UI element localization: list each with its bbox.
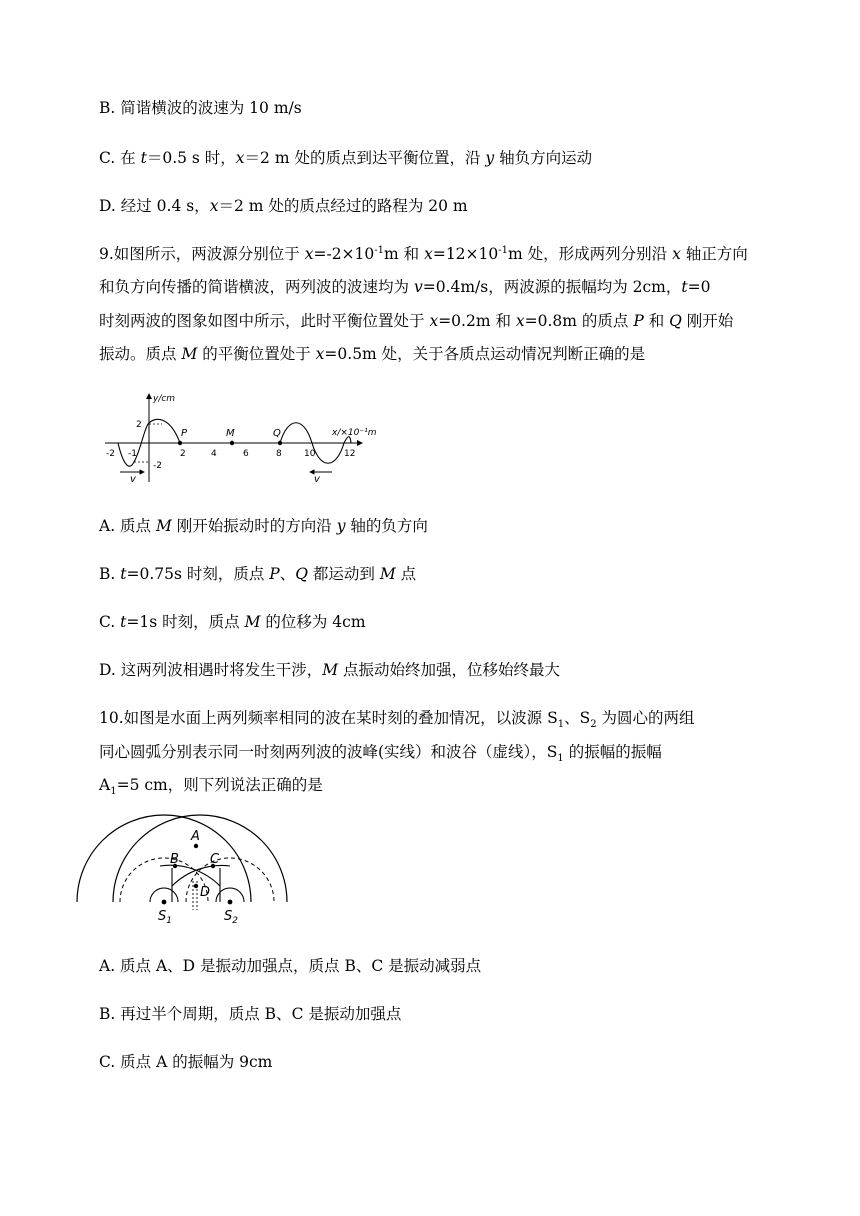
text: =0.75s 时刻，质点 <box>126 565 270 583</box>
text: 为圆心的两组 <box>596 709 695 727</box>
text: =-2×10 <box>313 245 375 263</box>
point-D <box>194 884 198 888</box>
x-tick: -1 <box>128 449 137 459</box>
q10-option-b: B. 再过半个周期，质点 B、C 是振动加强点 <box>99 1005 402 1023</box>
label-Q: Q <box>273 428 281 439</box>
x-tick: 8 <box>276 449 282 459</box>
q10-option-c: C. 质点 A 的振幅为 9cm <box>99 1053 273 1071</box>
label-C: C <box>210 852 220 867</box>
var: v <box>413 278 423 296</box>
point-M <box>230 441 234 445</box>
text: 刚开始振动时的方向沿 <box>171 517 337 535</box>
q9-stem-line-1 <box>99 244 748 264</box>
s1-letter: S <box>158 909 167 924</box>
sub: 1 <box>557 753 564 765</box>
text: 和 <box>643 312 670 330</box>
q10-stem-line-2 <box>99 742 662 765</box>
text: 都运动到 <box>307 565 380 583</box>
var: x <box>304 245 314 263</box>
text: 的振幅的振幅 <box>563 743 662 761</box>
text: =1s 时刻，质点 <box>126 613 245 631</box>
text: =12×10 <box>432 245 499 263</box>
text: 振动。质点 <box>99 345 182 363</box>
text: A <box>99 776 111 794</box>
x-axis-label: x/×10⁻¹m <box>332 428 377 438</box>
text: 9.如图所示，两波源分别位于 <box>99 245 305 263</box>
text: 和负方向传播的简谐横波，两列波的波速均为 <box>99 278 414 296</box>
q9-wave-figure <box>100 390 375 485</box>
text: 的平衡位置处于 <box>197 345 316 363</box>
var: P <box>633 312 644 330</box>
q9-option-a <box>99 516 428 536</box>
s2-letter: S <box>224 909 233 924</box>
q9-option-d <box>99 660 560 680</box>
text: ＝2 m 处的质点到达平衡位置，沿 <box>244 149 486 167</box>
var: y <box>336 517 346 535</box>
q10-stem-line-1 <box>99 708 695 731</box>
var: x <box>209 197 219 215</box>
sub: 2 <box>590 719 597 731</box>
text: 10.如图是水面上两列频率相同的波在某时刻的叠加情况，以波源 S <box>99 709 558 727</box>
sub: 1 <box>557 719 565 731</box>
text: B. <box>99 565 121 583</box>
label-S1 <box>158 909 172 926</box>
q9-stem-line-3 <box>99 311 733 331</box>
s1-sub: 1 <box>166 916 172 926</box>
text: =5 cm，则下列说法正确的是 <box>116 776 323 794</box>
var: y <box>485 149 495 167</box>
var: Q <box>669 312 682 330</box>
x-tick: 6 <box>243 449 249 459</box>
text: 轴正方向 <box>680 245 748 263</box>
var: M <box>244 613 261 631</box>
q8-option-d <box>99 196 468 216</box>
var: x <box>424 245 433 263</box>
x-tick: 2 <box>180 449 186 459</box>
text: 点振动始终加强，位移始终最大 <box>338 661 561 679</box>
var: P <box>269 565 280 583</box>
sub: 1 <box>110 786 117 798</box>
q10-option-a: A. 质点 A、D 是振动加强点，质点 B、C 是振动减弱点 <box>99 957 482 975</box>
label-M: M <box>226 428 235 439</box>
text: =0.2m 和 <box>438 312 516 330</box>
right-velocity-label: v <box>314 474 320 485</box>
var: t <box>681 278 688 296</box>
q8-option-b: B. 简谐横波的波速为 10 m/s <box>99 99 302 117</box>
var: x <box>429 312 439 330</box>
q9-stem-line-4 <box>99 344 645 364</box>
label-D: D <box>200 885 211 900</box>
source-s1 <box>162 900 167 905</box>
text: ＝2 m 处的质点经过的路程为 20 m <box>218 197 468 215</box>
text: 、S <box>564 709 591 727</box>
q9-option-c <box>99 612 366 632</box>
text: A. 质点 <box>99 517 156 535</box>
left-velocity-label: v <box>130 474 136 485</box>
label-A: A <box>191 829 200 844</box>
var: x <box>235 149 245 167</box>
var: x <box>515 312 525 330</box>
var: M <box>181 345 198 363</box>
var: t <box>120 613 127 631</box>
text: 点 <box>395 565 417 583</box>
text: C. 在 <box>99 149 141 167</box>
s2-sub: 2 <box>232 916 238 926</box>
text: m 处，形成两列分别沿 <box>508 245 673 263</box>
y-tick: 2 <box>136 420 142 430</box>
text: 时刻两波的图象如图中所示，此时平衡位置处于 <box>99 312 430 330</box>
text: 同心圆弧分别表示同一时刻两列波的波峰(实线）和波谷（虚线），S <box>99 743 558 761</box>
s2-middle-crest <box>160 865 220 886</box>
text: 轴负方向运动 <box>494 149 593 167</box>
var: Q <box>295 565 308 583</box>
source-s2 <box>228 900 233 905</box>
var: x <box>315 345 325 363</box>
var: t <box>120 565 127 583</box>
text: C. <box>99 613 121 631</box>
x-tick: 12 <box>344 449 356 459</box>
x-tick: 10 <box>304 449 316 459</box>
text: =0 <box>687 278 711 296</box>
s1-middle-crest <box>172 865 230 886</box>
x-tick: -2 <box>106 449 115 459</box>
text: D. 这两列波相遇时将发生干涉， <box>99 661 323 679</box>
text: =0.5m 处，关于各质点运动情况判断正确的是 <box>324 345 646 363</box>
var: M <box>155 517 172 535</box>
text: 轴的负方向 <box>345 517 428 535</box>
var: M <box>379 565 396 583</box>
q10-stem-line-3 <box>99 775 323 798</box>
label-B: B <box>170 852 179 867</box>
x-tick: 4 <box>211 449 217 459</box>
text: ＝0.5 s 时， <box>146 149 236 167</box>
q8-option-c <box>99 148 592 168</box>
text: 、 <box>279 565 296 583</box>
point-P <box>178 441 182 445</box>
text: =0.4m/s，两波源的振幅均为 2cm， <box>422 278 682 296</box>
var: t <box>140 149 147 167</box>
q9-option-b <box>99 564 416 584</box>
text: =0.8m 的质点 <box>524 312 634 330</box>
q10-interference-figure <box>100 826 295 928</box>
exp: -1 <box>374 244 385 256</box>
var: M <box>322 661 339 679</box>
q9-stem-line-2 <box>99 277 710 297</box>
text: m 和 <box>384 245 425 263</box>
var: x <box>672 245 681 263</box>
point-A <box>194 844 198 848</box>
point-Q <box>278 441 282 445</box>
text: 刚开始 <box>681 312 734 330</box>
y-tick: -2 <box>153 461 162 471</box>
s1-trough <box>120 858 211 902</box>
label-P: P <box>181 428 188 439</box>
exp: -1 <box>498 244 508 256</box>
text: D. 经过 0.4 s， <box>99 197 210 215</box>
text: 的位移为 4cm <box>260 613 366 631</box>
y-axis-label: y/cm <box>153 394 176 404</box>
label-S2 <box>224 909 238 926</box>
